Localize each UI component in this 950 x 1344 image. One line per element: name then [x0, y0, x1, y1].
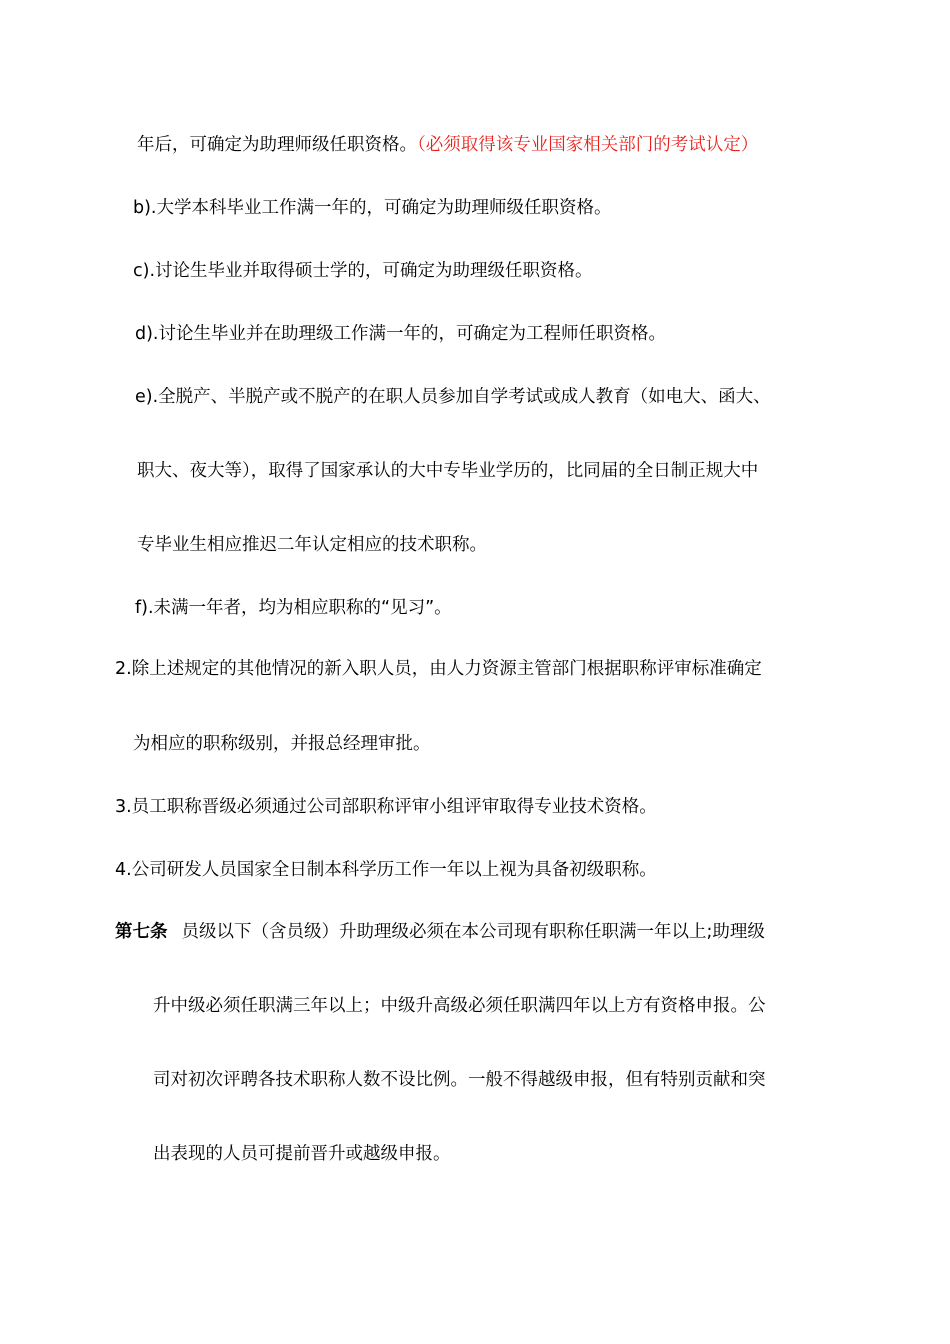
point-2-line2: 为相应的职称级别，并报总经理审批。 — [133, 734, 431, 754]
line-text: 年后，可确定为助理师级任职资格。 — [137, 135, 417, 155]
article-7-line3: 司对初次评聘各技术职称人数不设比例。一般不得越级申报，但有特别贡献和突 — [153, 1070, 766, 1090]
item-b: b).大学本科毕业工作满一年的，可确定为助理师级任职资格。 — [133, 198, 612, 218]
point-3: 3.员工职称晋级必须通过公司部职称评审小组评审取得专业技术资格。 — [115, 797, 657, 817]
item-f: f).未满一年者，均为相应职称的“见习”。 — [135, 598, 452, 618]
paragraph-line — [137, 133, 758, 157]
item-d: d).讨论生毕业并在助理级工作满一年的，可确定为工程师任职资格。 — [135, 324, 666, 344]
article-7-label: 第七条 — [115, 922, 168, 942]
point-2-line1: 2.除上述规定的其他情况的新入职人员，由人力资源主管部门根据职称评审标准确定 — [115, 659, 762, 679]
point-4: 4.公司研发人员国家全日制本科学历工作一年以上视为具备初级职称。 — [115, 860, 657, 880]
article-7-line2: 升中级必须任职满三年以上；中级升高级必须任职满四年以上方有资格申报。公 — [153, 996, 766, 1016]
item-c: c).讨论生毕业并取得硕士学的，可确定为助理级任职资格。 — [133, 261, 593, 281]
item-e-line3: 专毕业生相应推迟二年认定相应的技术职称。 — [137, 535, 487, 555]
item-e-line1: e).全脱产、半脱产或不脱产的在职人员参加自学考试或成人教育（如电大、函大、 — [135, 387, 771, 407]
article-7-line1 — [115, 920, 765, 944]
article-7-text: 员级以下（含员级）升助理级必须在本公司现有职称任职满一年以上;助理级 — [181, 922, 765, 942]
item-e-line2: 职大、夜大等），取得了国家承认的大中专毕业学历的，比同届的全日制正规大中 — [137, 461, 759, 481]
article-7-line4: 出表现的人员可提前晋升或越级申报。 — [153, 1144, 451, 1164]
red-note: （必须取得该专业国家相关部门的考试认定） — [417, 135, 759, 155]
